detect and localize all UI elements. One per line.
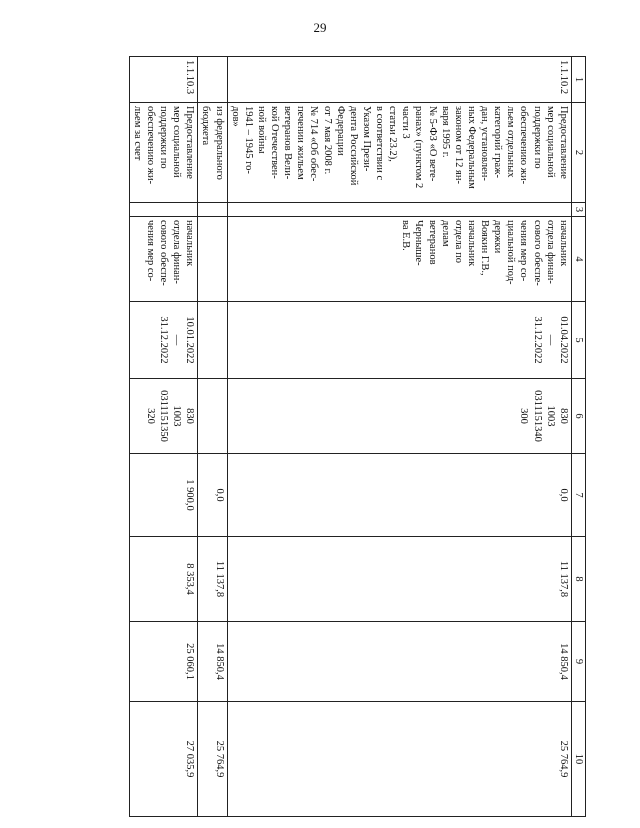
row-id — [198, 57, 227, 103]
value-cell: 11 137,8 — [227, 537, 571, 622]
column-header: 6 — [571, 379, 585, 454]
period-cell: 10.01.2022 — 31.12.2022 — [129, 302, 198, 379]
value-cell: 0,0 — [198, 454, 227, 537]
measure-description: Предоставление мер социальной поддержки по обеспечению жи- льем за счет — [129, 103, 198, 203]
row-id: 1.1.10.2 — [227, 57, 571, 103]
value-cell: 11 137,8 — [198, 537, 227, 622]
table-row — [227, 57, 571, 817]
value-cell: 27 035,9 — [129, 702, 198, 817]
period-cell: 01.04.2022 — 31.12.2022 — [227, 302, 571, 379]
table-row — [198, 57, 227, 817]
column-header: 4 — [571, 217, 585, 302]
measure-description: из федерального бюджета — [198, 103, 227, 203]
table-row — [129, 57, 198, 817]
column-header: 1 — [571, 57, 585, 103]
column-3-cell — [227, 203, 571, 217]
budget-code-cell — [198, 379, 227, 454]
column-header: 7 — [571, 454, 585, 537]
value-cell: 25 060,1 — [129, 622, 198, 702]
value-cell: 1 900,0 — [129, 454, 198, 537]
value-cell: 0,0 — [227, 454, 571, 537]
column-header: 5 — [571, 302, 585, 379]
value-cell: 14 850,4 — [198, 622, 227, 702]
value-cell: 8 353,4 — [129, 537, 198, 622]
column-header: 9 — [571, 622, 585, 702]
column-header: 2 — [571, 103, 585, 203]
responsible-person: начальник отдела финан- сового обеспе- чения мер со- циальной под- держки Воякин Г.В., начальник отдела по делам ветеранов Черныше- ва Е.В. — [227, 217, 571, 302]
value-cell: 14 850,4 — [227, 622, 571, 702]
rotated-table-wrapper — [128, 56, 586, 778]
column-header: 10 — [571, 702, 585, 817]
responsible-person: начальник отдела финан- сового обеспе- чения мер со- — [129, 217, 198, 302]
period-cell — [198, 302, 227, 379]
column-3-cell — [129, 203, 198, 217]
measure-description: Предоставление мер социальной поддержки по обеспечению жи- льем отдельных категорий граж- дан, установлен- ных Федеральным законом от 12 ян- варя 1995 г. № 5-ФЗ «О вете- ранах» (пунктом 2 части 3 статьи 23.2), в соответствии с Указом Прези- дента Российской Федерации от 7 мая 2008 г. № 714 «Об обес- печении жильем ветеранов Вели- кой Отечествен- ной войны 1941 – 1945 го- дов» — [227, 103, 571, 203]
responsible-person — [198, 217, 227, 302]
page-number: 29 — [313, 20, 327, 35]
budget-code-cell: 830 1003 0311151350 320 — [129, 379, 198, 454]
value-cell: 25 764,9 — [198, 702, 227, 817]
value-cell: 25 764,9 — [227, 702, 571, 817]
column-number-row — [571, 57, 585, 817]
column-header: 3 — [571, 203, 585, 217]
column-header: 8 — [571, 537, 585, 622]
program-measures-table — [129, 56, 586, 817]
column-3-cell — [198, 203, 227, 217]
budget-code-cell: 830 1003 0311151340 300 — [227, 379, 571, 454]
row-id: 1.1.10.3 — [129, 57, 198, 103]
